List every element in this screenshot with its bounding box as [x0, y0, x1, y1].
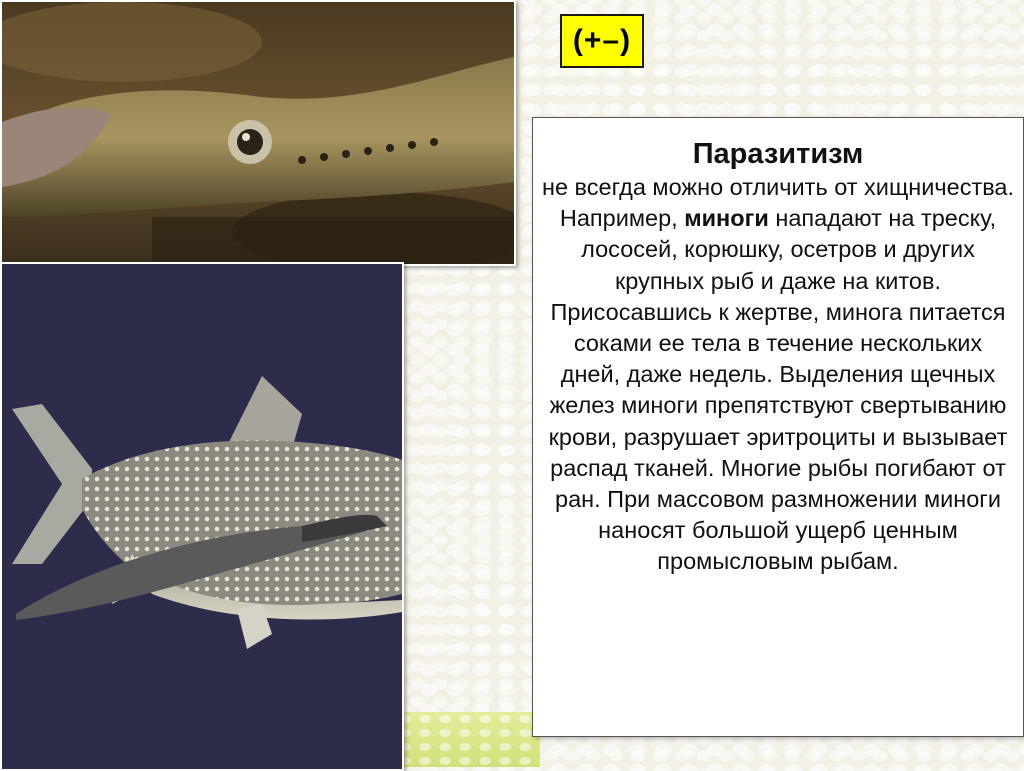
panel-body [541, 172, 1015, 578]
lamprey-on-fish-image [2, 264, 402, 769]
lamprey-on-fish-photo [0, 262, 404, 771]
panel-example-rest: нападают на треску, лососей, корюшку, осетров и других крупных рыб и даже на китов. Присосавшись к жертве, минога питается соками ее тела в течение нескольких дней, даже недель. Выделения щечных желез миноги препятствуют свертыванию крови, разрушает эритроциты и вызывает распад тканей. Многие рыбы погибают от ран. При массовом размножении миноги наносят большой ущерб ценным промысловым рыбам. [548, 205, 1008, 575]
panel-example-prefix: Например, [559, 205, 685, 232]
lamprey-head-photo [0, 0, 516, 266]
panel-example-bold: миноги [684, 205, 769, 232]
decorative-strip [395, 712, 540, 767]
lamprey-head-image [2, 2, 514, 264]
text-panel [532, 117, 1024, 737]
panel-intro: не всегда можно отличить от хищничества. [541, 174, 1015, 200]
panel-title: Паразитизм [692, 138, 864, 170]
plus-minus-badge [560, 14, 644, 68]
badge-label: (+–) [572, 24, 632, 57]
